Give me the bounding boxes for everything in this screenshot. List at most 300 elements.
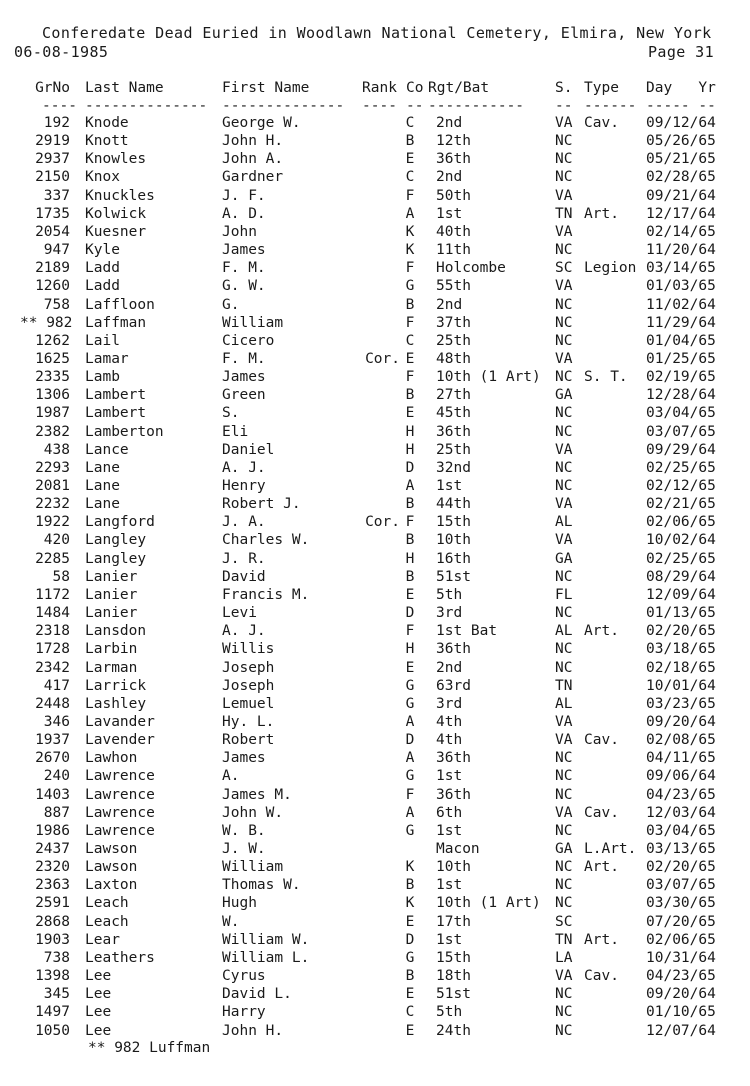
- cell-company: A: [405, 750, 415, 767]
- cell-death-date: 09/29/64: [646, 441, 716, 458]
- column-rule-co: --: [406, 98, 424, 114]
- cell-death-date: 02/25/65: [646, 459, 716, 476]
- cell-state: SC: [555, 913, 573, 930]
- cell-state: NC: [555, 877, 573, 894]
- cell-grave-number: 2382: [35, 423, 70, 440]
- cell-first-name: John H.: [222, 1022, 284, 1039]
- cell-last-name: Larbin: [85, 641, 138, 658]
- cell-first-name: Daniel: [222, 441, 275, 458]
- cell-regiment: 44th: [436, 496, 471, 513]
- cell-last-name: Knode: [85, 115, 129, 131]
- cell-first-name: Eli: [222, 423, 249, 440]
- cell-first-name: Cyrus: [222, 968, 266, 985]
- cell-grave-number: 2937: [35, 151, 70, 168]
- cell-company: B: [405, 532, 415, 549]
- cell-company: K: [405, 242, 415, 259]
- cell-regiment: 1st: [436, 822, 463, 839]
- cell-first-name: James M.: [222, 786, 292, 803]
- cell-regiment: 10th: [436, 859, 471, 876]
- cell-state: VA: [555, 496, 573, 513]
- cell-company: F: [405, 623, 415, 640]
- cell-grave-number: 345: [43, 986, 70, 1003]
- cell-state: NC: [555, 859, 573, 876]
- cell-last-name: Ladd: [85, 260, 120, 277]
- cell-regiment: 1st Bat: [436, 623, 498, 640]
- column-header-rank: Rank: [362, 80, 397, 96]
- cell-state: NC: [555, 1004, 573, 1021]
- cell-first-name: Francis M.: [222, 586, 310, 603]
- cell-first-name: David: [222, 568, 266, 585]
- cell-grave-number: 947: [43, 242, 70, 259]
- column-header-grno: GrNo: [35, 80, 70, 96]
- cell-last-name: Langley: [85, 550, 147, 567]
- cell-company: C: [405, 1004, 415, 1021]
- cell-state: VA: [555, 187, 573, 204]
- cell-first-name: J. F.: [222, 187, 266, 204]
- cell-company: E: [405, 350, 415, 367]
- cell-first-name: Thomas W.: [222, 877, 301, 894]
- cell-grave-number: 1398: [35, 968, 70, 985]
- cell-grave-number: 1172: [35, 586, 70, 603]
- cell-state: NC: [555, 605, 573, 622]
- cell-first-name: Levi: [222, 605, 257, 622]
- cell-regiment: 1st: [436, 877, 463, 894]
- cell-grave-number: 887: [43, 804, 70, 821]
- cell-first-name: John: [222, 223, 257, 240]
- cell-last-name: Laffman: [85, 314, 147, 331]
- cell-last-name: Leach: [85, 895, 129, 912]
- cell-state: VA: [555, 713, 573, 730]
- cell-regiment: 10th: [436, 532, 471, 549]
- cell-regiment: 3rd: [436, 605, 463, 622]
- cell-company: A: [405, 205, 415, 222]
- cell-rank: Cor.: [365, 514, 400, 531]
- cell-company: E: [405, 586, 415, 603]
- cell-grave-number: ** 982: [20, 314, 73, 331]
- cell-company: G: [405, 695, 415, 712]
- cell-death-date: 12/03/64: [646, 804, 716, 821]
- cell-regiment: 4th: [436, 713, 463, 730]
- cell-last-name: Lane: [85, 459, 120, 476]
- cell-state: VA: [555, 350, 573, 367]
- cell-regiment: 1st: [436, 478, 463, 494]
- cell-state: AL: [555, 514, 573, 531]
- cell-last-name: Lawrence: [85, 786, 155, 803]
- cell-last-name: Lane: [85, 496, 120, 513]
- cell-first-name: G.: [222, 296, 240, 313]
- cell-company: E: [405, 151, 415, 168]
- cell-death-date: 03/18/65: [646, 641, 716, 658]
- cell-death-date: 09/06/64: [646, 768, 716, 785]
- column-header-last-name: Last Name: [85, 80, 164, 96]
- cell-grave-number: 337: [43, 187, 70, 204]
- cell-grave-number: 1306: [35, 387, 70, 404]
- cell-last-name: Lawhon: [85, 750, 138, 767]
- cell-regiment: 36th: [436, 423, 471, 440]
- column-rule-grno: ----: [42, 98, 77, 114]
- cell-grave-number: 2670: [35, 750, 70, 767]
- cell-grave-number: 2318: [35, 623, 70, 640]
- cell-regiment: 5th: [436, 586, 463, 603]
- cell-death-date: 04/23/65: [646, 786, 716, 803]
- cell-last-name: Laffloon: [85, 296, 155, 313]
- cell-company: B: [405, 296, 415, 313]
- cell-state: TN: [555, 677, 573, 694]
- cell-regiment: 63rd: [436, 677, 471, 694]
- cell-state: NC: [555, 296, 573, 313]
- cell-grave-number: 2363: [35, 877, 70, 894]
- column-rule-type: ------: [584, 98, 637, 114]
- cell-company: E: [405, 913, 415, 930]
- cell-company: A: [405, 713, 415, 730]
- cell-first-name: A. J.: [222, 623, 266, 640]
- cell-first-name: G. W.: [222, 278, 266, 295]
- cell-grave-number: 758: [43, 296, 70, 313]
- cell-regiment: 3rd: [436, 695, 463, 712]
- column-rule-first-name: --------------: [222, 98, 345, 114]
- cell-state: NC: [555, 405, 573, 422]
- cell-state: GA: [555, 550, 573, 567]
- cell-company: F: [405, 514, 415, 531]
- cell-grave-number: 1986: [35, 822, 70, 839]
- cell-company: E: [405, 405, 415, 422]
- cell-last-name: Langford: [85, 514, 155, 531]
- cell-grave-number: 1403: [35, 786, 70, 803]
- cell-unit-type: L.Art.: [584, 841, 637, 857]
- cell-death-date: 02/25/65: [646, 550, 716, 567]
- cell-state: NC: [555, 1022, 573, 1039]
- cell-grave-number: 1728: [35, 641, 70, 658]
- cell-company: K: [405, 223, 415, 240]
- column-header-first-name: First Name: [222, 80, 310, 96]
- cell-first-name: Cicero: [222, 332, 275, 349]
- cell-last-name: Lambert: [85, 387, 147, 404]
- cell-first-name: Robert: [222, 732, 275, 749]
- cell-regiment: 55th: [436, 278, 471, 295]
- cell-grave-number: 2868: [35, 913, 70, 930]
- cell-state: FL: [555, 586, 573, 603]
- cell-state: NC: [555, 895, 573, 912]
- cell-state: GA: [555, 387, 573, 404]
- cell-company: E: [405, 1022, 415, 1039]
- cell-grave-number: 438: [43, 441, 70, 458]
- column-rule-rank: ----: [362, 98, 397, 114]
- cell-regiment: 40th: [436, 223, 471, 240]
- cell-company: G: [405, 677, 415, 694]
- cell-regiment: 2nd: [436, 169, 463, 186]
- cell-last-name: Lanier: [85, 586, 138, 603]
- cell-grave-number: 2232: [35, 496, 70, 513]
- cell-grave-number: 2591: [35, 895, 70, 912]
- cell-company: F: [405, 786, 415, 803]
- cell-company: K: [405, 859, 415, 876]
- column-header-date: Day Yr: [646, 80, 716, 96]
- cell-death-date: 07/20/65: [646, 913, 716, 930]
- cell-grave-number: 346: [43, 713, 70, 730]
- cell-state: NC: [555, 459, 573, 476]
- cell-last-name: Lail: [85, 332, 120, 349]
- cell-grave-number: 1050: [35, 1022, 70, 1039]
- cell-last-name: Lear: [85, 931, 120, 948]
- cell-regiment: Macon: [436, 841, 480, 857]
- cell-company: A: [405, 804, 415, 821]
- cell-company: B: [405, 877, 415, 894]
- cell-grave-number: 2320: [35, 859, 70, 876]
- document-title: Conferedate Dead Euried in Woodlawn National Cemetery, Elmira, New York: [42, 24, 712, 42]
- cell-death-date: 10/31/64: [646, 949, 716, 966]
- cell-grave-number: 240: [43, 768, 70, 785]
- cell-grave-number: 1735: [35, 205, 70, 222]
- cell-state: NC: [555, 423, 573, 440]
- cell-first-name: F. M.: [222, 260, 266, 277]
- cell-grave-number: 2081: [35, 478, 70, 494]
- cell-last-name: Kyle: [85, 242, 120, 259]
- cell-last-name: Lamberton: [85, 423, 164, 440]
- cell-death-date: 01/03/65: [646, 278, 716, 295]
- cell-death-date: 09/20/64: [646, 713, 716, 730]
- cell-state: VA: [555, 804, 573, 821]
- cell-state: LA: [555, 949, 573, 966]
- cell-company: D: [405, 605, 415, 622]
- cell-state: SC: [555, 260, 573, 277]
- cell-state: TN: [555, 931, 573, 948]
- cell-grave-number: 192: [43, 115, 70, 131]
- cell-death-date: 11/02/64: [646, 296, 716, 313]
- column-rule-rgt-bat: -----------: [428, 98, 525, 114]
- cell-regiment: 15th: [436, 949, 471, 966]
- cell-grave-number: 1497: [35, 1004, 70, 1021]
- cell-last-name: Lansdon: [85, 623, 147, 640]
- cell-company: B: [405, 968, 415, 985]
- cell-death-date: 08/29/64: [646, 568, 716, 585]
- cell-death-date: 02/06/65: [646, 931, 716, 948]
- cell-state: NC: [555, 768, 573, 785]
- cell-first-name: Green: [222, 387, 266, 404]
- cell-state: NC: [555, 133, 573, 150]
- cell-death-date: 12/09/64: [646, 586, 716, 603]
- cell-company: G: [405, 949, 415, 966]
- document-date: 06-08-1985: [14, 43, 109, 61]
- cell-company: B: [405, 387, 415, 404]
- cell-grave-number: 2919: [35, 133, 70, 150]
- cell-company: C: [405, 332, 415, 349]
- cell-last-name: Lamb: [85, 369, 120, 386]
- cell-death-date: 11/20/64: [646, 242, 716, 259]
- cell-first-name: Hugh: [222, 895, 257, 912]
- cell-death-date: 12/07/64: [646, 1022, 716, 1039]
- cell-regiment: 15th: [436, 514, 471, 531]
- cell-death-date: 12/28/64: [646, 387, 716, 404]
- cell-regiment: 2nd: [436, 115, 463, 131]
- cell-regiment: 25th: [436, 441, 471, 458]
- cell-first-name: S.: [222, 405, 240, 422]
- cell-last-name: Knowles: [85, 151, 147, 168]
- cell-unit-type: Cav.: [584, 968, 619, 985]
- cell-last-name: Knox: [85, 169, 120, 186]
- cell-state: NC: [555, 169, 573, 186]
- cell-grave-number: 2293: [35, 459, 70, 476]
- cell-regiment: 16th: [436, 550, 471, 567]
- cell-first-name: Henry: [222, 478, 266, 494]
- cell-grave-number: 58: [52, 568, 70, 585]
- cell-company: F: [405, 260, 415, 277]
- cell-first-name: F. M.: [222, 350, 266, 367]
- cell-last-name: Kolwick: [85, 205, 147, 222]
- cell-first-name: David L.: [222, 986, 292, 1003]
- footnote: ** 982 Luffman: [88, 1040, 211, 1056]
- cell-last-name: Lanier: [85, 568, 138, 585]
- cell-regiment: 1st: [436, 768, 463, 785]
- cell-company: F: [405, 314, 415, 331]
- cell-death-date: 03/23/65: [646, 695, 716, 712]
- cell-last-name: Lawrence: [85, 804, 155, 821]
- cell-state: VA: [555, 115, 573, 131]
- cell-last-name: Langley: [85, 532, 147, 549]
- cell-grave-number: 1262: [35, 332, 70, 349]
- cell-regiment: 17th: [436, 913, 471, 930]
- cell-first-name: J. W.: [222, 841, 266, 857]
- cell-unit-type: Art.: [584, 931, 619, 948]
- cell-last-name: Lawson: [85, 859, 138, 876]
- cell-company: A: [405, 478, 415, 494]
- cell-state: VA: [555, 532, 573, 549]
- cell-unit-type: Legion: [584, 260, 637, 277]
- cell-regiment: 5th: [436, 1004, 463, 1021]
- column-header-type: Type: [584, 80, 619, 96]
- cell-last-name: Lambert: [85, 405, 147, 422]
- cell-death-date: 02/08/65: [646, 732, 716, 749]
- cell-grave-number: 2189: [35, 260, 70, 277]
- cell-company: B: [405, 133, 415, 150]
- cell-state: NC: [555, 314, 573, 331]
- cell-grave-number: 738: [43, 949, 70, 966]
- cell-company: K: [405, 895, 415, 912]
- cell-regiment: 36th: [436, 786, 471, 803]
- cell-first-name: Gardner: [222, 169, 284, 186]
- cell-first-name: J. R.: [222, 550, 266, 567]
- page-number: Page 31: [648, 43, 715, 61]
- cell-death-date: 02/06/65: [646, 514, 716, 531]
- cell-last-name: Lee: [85, 968, 112, 985]
- cell-company: F: [405, 187, 415, 204]
- cell-death-date: 01/04/65: [646, 332, 716, 349]
- cell-regiment: 24th: [436, 1022, 471, 1039]
- cell-first-name: A.: [222, 768, 240, 785]
- cell-grave-number: 1987: [35, 405, 70, 422]
- cell-company: H: [405, 423, 415, 440]
- cell-regiment: Holcombe: [436, 260, 506, 277]
- cell-first-name: James: [222, 369, 266, 386]
- cell-state: VA: [555, 278, 573, 295]
- cell-regiment: 6th: [436, 804, 463, 821]
- column-header-state: S.: [555, 80, 573, 96]
- cell-death-date: 03/07/65: [646, 877, 716, 894]
- cell-unit-type: Art.: [584, 205, 619, 222]
- cell-state: NC: [555, 151, 573, 168]
- cell-grave-number: 1484: [35, 605, 70, 622]
- column-rule-state: --: [555, 98, 573, 114]
- cell-unit-type: Cav.: [584, 732, 619, 749]
- cell-state: NC: [555, 822, 573, 839]
- cell-regiment: 36th: [436, 151, 471, 168]
- cell-unit-type: S. T.: [584, 369, 628, 386]
- cell-state: VA: [555, 441, 573, 458]
- cell-company: G: [405, 822, 415, 839]
- cell-regiment: 1st: [436, 205, 463, 222]
- cell-death-date: 05/26/65: [646, 133, 716, 150]
- cell-last-name: Leathers: [85, 949, 155, 966]
- cell-state: NC: [555, 659, 573, 676]
- cell-last-name: Lawrence: [85, 768, 155, 785]
- cell-grave-number: 417: [43, 677, 70, 694]
- cell-death-date: 05/21/65: [646, 151, 716, 168]
- cell-last-name: Lee: [85, 1004, 112, 1021]
- cell-first-name: Charles W.: [222, 532, 310, 549]
- cell-grave-number: 420: [43, 532, 70, 549]
- column-header-rgt-bat: Rgt/Bat: [428, 80, 490, 96]
- cell-state: NC: [555, 641, 573, 658]
- cell-last-name: Knott: [85, 133, 129, 150]
- column-rule-last-name: --------------: [85, 98, 208, 114]
- cell-grave-number: 1903: [35, 931, 70, 948]
- cell-grave-number: 2437: [35, 841, 70, 857]
- cell-first-name: William W.: [222, 931, 310, 948]
- cell-regiment: 45th: [436, 405, 471, 422]
- cell-company: H: [405, 641, 415, 658]
- cell-regiment: 10th (1 Art): [436, 895, 541, 912]
- cell-state: NC: [555, 242, 573, 259]
- cell-death-date: 02/14/65: [646, 223, 716, 240]
- cell-death-date: 03/30/65: [646, 895, 716, 912]
- cell-death-date: 03/13/65: [646, 841, 716, 857]
- cell-death-date: 09/20/64: [646, 986, 716, 1003]
- cell-first-name: William: [222, 314, 284, 331]
- cell-company: B: [405, 568, 415, 585]
- cell-first-name: John H.: [222, 133, 284, 150]
- cell-first-name: William: [222, 859, 284, 876]
- cell-death-date: 02/12/65: [646, 478, 716, 494]
- cell-first-name: George W.: [222, 115, 301, 131]
- cell-regiment: 27th: [436, 387, 471, 404]
- cell-state: NC: [555, 478, 573, 494]
- cell-death-date: 04/23/65: [646, 968, 716, 985]
- cell-first-name: William L.: [222, 949, 310, 966]
- cell-first-name: Robert J.: [222, 496, 301, 513]
- cell-regiment: 36th: [436, 750, 471, 767]
- cell-death-date: 02/28/65: [646, 169, 716, 186]
- cell-last-name: Lance: [85, 441, 129, 458]
- cell-unit-type: Cav.: [584, 804, 619, 821]
- cell-grave-number: 1260: [35, 278, 70, 295]
- cell-unit-type: Art.: [584, 859, 619, 876]
- cell-company: D: [405, 459, 415, 476]
- cell-first-name: Hy. L.: [222, 713, 275, 730]
- cell-first-name: Willis: [222, 641, 275, 658]
- cell-company: H: [405, 550, 415, 567]
- cell-first-name: John W.: [222, 804, 284, 821]
- cell-grave-number: 2342: [35, 659, 70, 676]
- cell-death-date: 02/18/65: [646, 659, 716, 676]
- cell-death-date: 02/20/65: [646, 623, 716, 640]
- cell-death-date: 10/02/64: [646, 532, 716, 549]
- cell-state: NC: [555, 750, 573, 767]
- cell-death-date: 04/11/65: [646, 750, 716, 767]
- cell-regiment: 11th: [436, 242, 471, 259]
- cell-death-date: 09/12/64: [646, 115, 716, 131]
- cell-regiment: 37th: [436, 314, 471, 331]
- cell-regiment: 51st: [436, 986, 471, 1003]
- cell-last-name: Lashley: [85, 695, 147, 712]
